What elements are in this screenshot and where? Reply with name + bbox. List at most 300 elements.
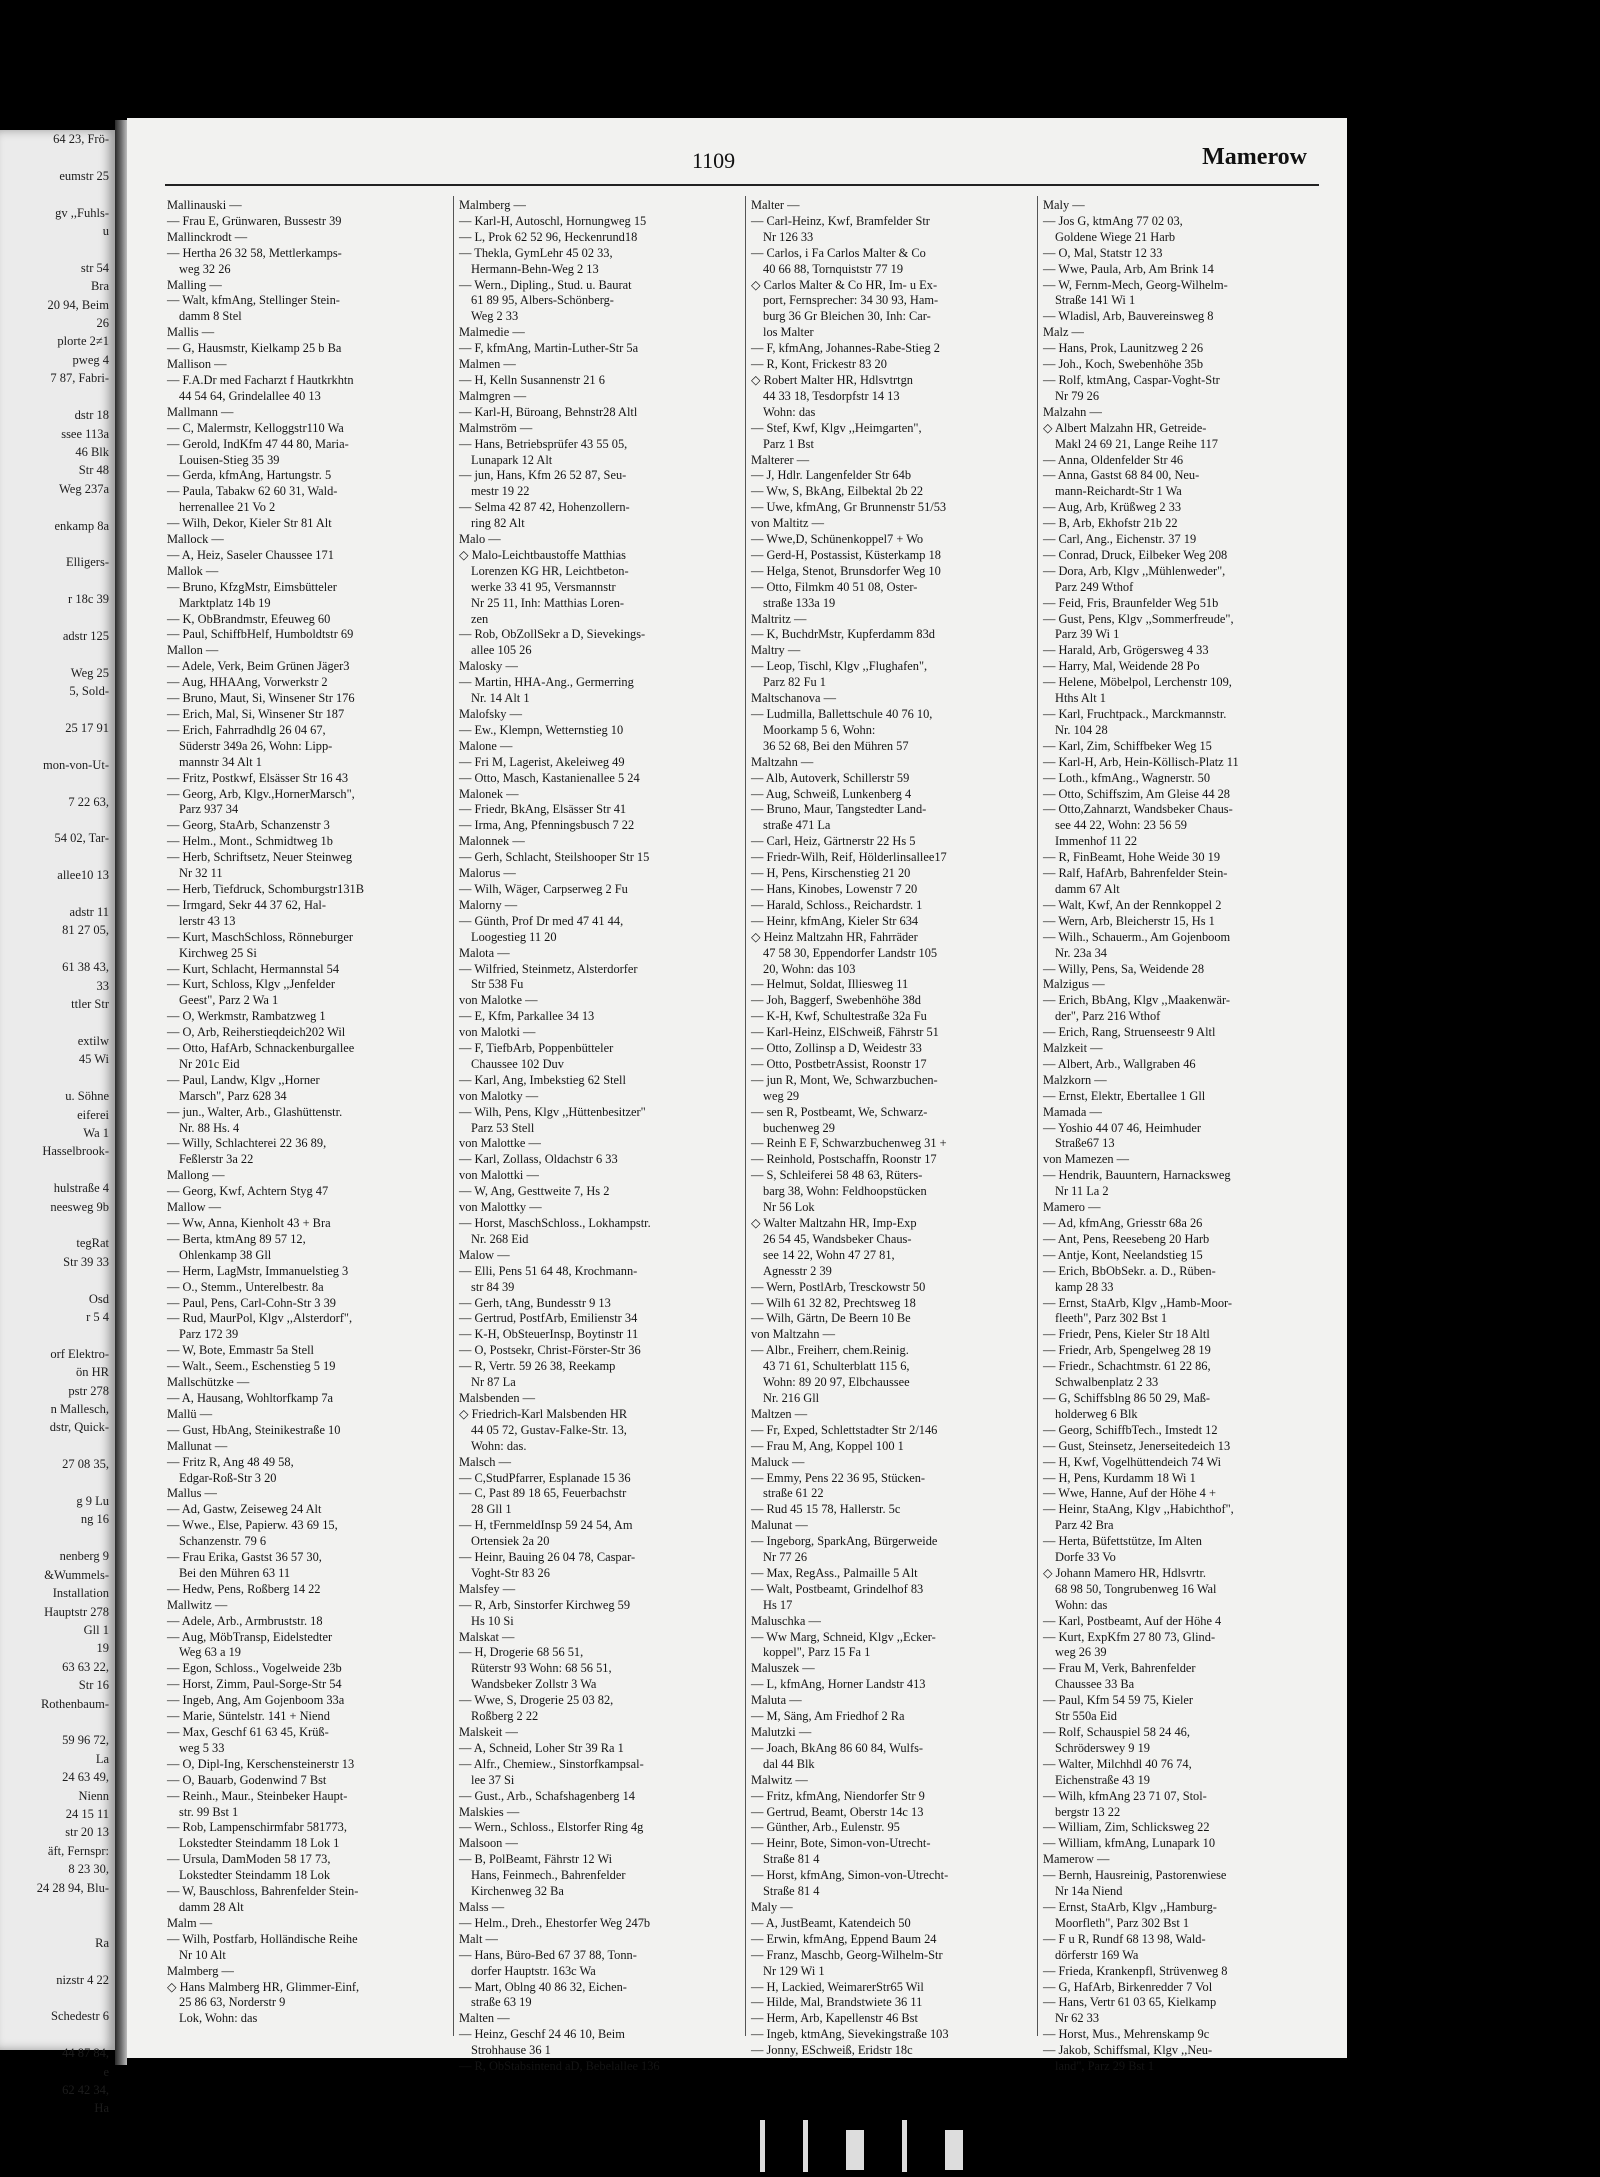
directory-entry: — Harald, Arb, Grögersweg 4 33 (1043, 643, 1209, 658)
directory-entry: — H, Pens, Kurdamm 18 Wi 1 (1043, 1470, 1196, 1485)
surname-heading: Malterer — (751, 452, 810, 467)
prev-page-line (0, 1437, 115, 1455)
directory-entry: — Helmut, Soldat, Illiesweg 11 (751, 977, 909, 992)
directory-entry: — Wilh 61 32 82, Prechtsweg 18 (751, 1295, 916, 1310)
directory-entry: — Karl, Zim, Schiffbeker Weg 15 (1043, 738, 1212, 753)
directory-entry: 44 54 64, Grindelallee 40 13 (179, 388, 321, 403)
directory-entry: — Gust, Pens, Klgv ,,Sommerfreude", (1043, 611, 1234, 626)
directory-entry: Marktplatz 14b 19 (179, 595, 271, 610)
directory-entry: — Alb, Autoverk, Schillerstr 59 (751, 770, 910, 785)
directory-entry: 44 33 18, Tesdorpfstr 14 13 (763, 388, 900, 403)
sprocket-mark (803, 2120, 808, 2172)
surname-heading: Mamerow — (1043, 1852, 1110, 1867)
directory-entry: — Joh, Baggerf, Swebenhöhe 38d (751, 993, 921, 1008)
directory-entry: Schanzenstr. 79 6 (179, 1534, 267, 1549)
surname-heading: von Malotki — (459, 1025, 536, 1040)
directory-entry: see 14 22, Wohn 47 27 81, (763, 1247, 895, 1262)
directory-entry: 43 71 61, Schulterblatt 115 6, (763, 1359, 910, 1374)
prev-page-line: Ra (95, 1935, 109, 1950)
directory-entry: werke 33 41 95, Versmannstr (471, 579, 616, 594)
prev-page-line (0, 1713, 115, 1731)
prev-page-line: 64 23, Frö- (53, 132, 109, 146)
prev-page-line: 62 42 34, (62, 2083, 109, 2098)
surname-heading: Malota — (459, 945, 510, 960)
directory-entry: — Irma, Ang, Pfenningsbusch 7 22 (459, 818, 635, 833)
directory-entry: — Georg, Kwf, Achtern Styg 47 (167, 1184, 329, 1199)
sprocket-mark (945, 2130, 963, 2170)
directory-entry: — Friedr, Arb, Spengelweg 28 19 (1043, 1343, 1211, 1358)
directory-entry: — Karl-H, Büroang, Behnstr28 Altl (459, 404, 638, 419)
prev-page-line (0, 811, 115, 829)
column-3 (751, 198, 1031, 2058)
surname-heading: Maluta — (751, 1693, 802, 1708)
directory-entry: — Paula, Tabakw 62 60 31, Wald- (167, 484, 338, 499)
directory-entry: — Heinr, Bote, Simon-von-Utrecht- (751, 1836, 931, 1851)
directory-entry: Moorkamp 5 6, Wohn: (763, 722, 876, 737)
surname-heading: Maly — (1043, 198, 1085, 212)
prev-page-line: 81 27 05, (62, 923, 109, 938)
directory-entry: Nr 14a Niend (1055, 1884, 1123, 1899)
directory-entry: damm 28 Alt (179, 1899, 244, 1914)
directory-entry: 26 54 45, Wandsbeker Chaus- (763, 1231, 912, 1246)
prev-page-line: tegRat (76, 1236, 109, 1251)
directory-entry: Straße 81 4 (763, 1852, 820, 1867)
directory-entry: — G, HafArb, Birkenredder 7 Vol (1043, 1979, 1213, 1994)
prev-page-line (0, 737, 115, 755)
prev-page-line: äft, Fernspr: (47, 1843, 109, 1858)
directory-entry: — R, FinBeamt, Hohe Weide 30 19 (1043, 850, 1221, 865)
directory-entry: herrenallee 21 Vo 2 (179, 500, 276, 515)
directory-entry: Voght-Str 83 26 (471, 1565, 550, 1580)
directory-entry: — K, ObBrandmstr, Efeuweg 60 (167, 611, 331, 626)
surname-heading: Malss — (459, 1899, 505, 1914)
directory-entry: — Horst, Mus., Mehrenskamp 9c (1043, 2027, 1210, 2042)
directory-entry: der", Parz 216 Wthof (1055, 1009, 1161, 1024)
directory-entry: — Hilde, Mal, Brandstwiete 36 11 (751, 1995, 923, 2010)
directory-entry: — C, Past 89 18 65, Feuerbachstr (459, 1486, 627, 1501)
prev-page-line: Installation (52, 1586, 109, 1601)
directory-entry: — Heinr, StaAng, Klgv ,,Habichthof", (1043, 1502, 1234, 1517)
directory-entry: 61 89 95, Albers-Schönberg- (471, 293, 614, 308)
column-divider (745, 196, 746, 2036)
directory-entry: — W, Bote, Emmastr 5a Stell (167, 1343, 314, 1358)
directory-entry: — W, Bauschloss, Bahrenfelder Stein- (167, 1884, 359, 1899)
directory-entry: mestr 19 22 (471, 484, 530, 499)
column-divider (453, 196, 454, 2036)
directory-entry: — W, Ang, Gesttweite 7, Hs 2 (459, 1184, 610, 1199)
prev-page-line: 26 (96, 316, 109, 331)
directory-entry: ring 82 Alt (471, 516, 525, 531)
directory-entry: Wandsbeker Zollstr 3 Wa (471, 1677, 597, 1692)
prev-page-line (0, 572, 115, 590)
directory-entry: — Ww, Anna, Kienholt 43 + Bra (167, 1216, 331, 1230)
directory-entry: — Otto,Zahnarzt, Wandsbeker Chaus- (1043, 802, 1233, 817)
directory-entry: straße 63 19 (471, 1995, 532, 2010)
directory-entry: Nr. 104 28 (1055, 722, 1108, 737)
directory-entry: weg 26 39 (1055, 1645, 1107, 1660)
firm-entry: ◇ Hans Malmberg HR, Glimmer-Einf, (167, 1979, 360, 1994)
directory-entry: — Jakob, Schiffsmal, Klgv ,,Neu- (1043, 2043, 1213, 2058)
directory-entry: 36 52 68, Bei den Mühren 57 (763, 738, 909, 753)
prev-page-line: 19 (96, 1641, 109, 1656)
directory-entry: — Hedw, Pens, Roßberg 14 22 (167, 1581, 321, 1596)
directory-entry: — H, Pens, Kirschenstieg 21 20 (751, 866, 911, 881)
directory-entry: Strohhause 36 1 (471, 2043, 551, 2058)
surname-heading: Mallwitz — (167, 1597, 228, 1612)
directory-entry: straße 133a 19 (763, 595, 836, 610)
directory-entry: — F u R, Rundf 68 13 98, Wald- (1043, 1931, 1206, 1946)
directory-entry: — Aug, MöbTransp, Eidelstedter (167, 1629, 333, 1644)
surname-heading: Malofsky — (459, 707, 522, 721)
directory-entry: mannstr 34 Alt 1 (179, 754, 262, 769)
prev-page-line: Ha (94, 2101, 109, 2116)
directory-entry: 40 66 88, Tornquiststr 77 19 (763, 261, 904, 276)
surname-heading: Mallschützke — (167, 1375, 250, 1390)
surname-heading: Maluck — (751, 1454, 805, 1469)
directory-entry: — L, Prok 62 52 96, Heckenrund18 (459, 229, 638, 244)
directory-entry: Feßlerstr 3a 22 (179, 1152, 254, 1167)
directory-entry: Nr 87 La (471, 1375, 516, 1390)
directory-entry: — Walt, Postbeamt, Grindelhof 83 (751, 1581, 924, 1596)
prev-page-line: e (103, 2064, 109, 2079)
directory-entry: Edgar-Roß-Str 3 20 (179, 1470, 277, 1485)
directory-entry: — Irmgard, Sekr 44 37 62, Hal- (167, 897, 326, 912)
surname-heading: Maluschka — (751, 1613, 821, 1628)
prev-page-line: Osd (88, 1291, 109, 1306)
prev-page-line: nizstr 4 22 (56, 1972, 109, 1987)
directory-entry: Parz 39 Wi 1 (1055, 627, 1120, 642)
directory-entry: — R, Kont, Frickestr 83 20 (751, 357, 887, 372)
directory-entry: Kirchenweg 32 Ba (471, 1884, 564, 1899)
prev-page-line: eumstr 25 (59, 168, 109, 183)
directory-entry: Ortensiek 2a 20 (471, 1534, 550, 1549)
prev-page-line: neesweg 9b (50, 1199, 109, 1214)
prev-page-line: adstr 11 (69, 905, 109, 920)
directory-entry: — K-H, Kwf, Schultestraße 32a Fu (751, 1009, 927, 1024)
directory-entry: Lokstedter Steindamm 18 Lok (179, 1868, 331, 1883)
directory-entry: — O, Dipl-Ing, Kerschensteinerstr 13 (167, 1756, 355, 1771)
prev-page-line: Gll 1 (83, 1622, 109, 1637)
column-4 (1043, 198, 1323, 2074)
surname-heading: Malonek — (459, 786, 519, 801)
directory-entry: — Heinr, Bauing 26 04 78, Caspar- (459, 1550, 636, 1565)
directory-entry: — Adele, Arb., Armbruststr. 18 (167, 1613, 323, 1628)
directory-entry: — Heinr, kfmAng, Kieler Str 634 (751, 913, 919, 928)
directory-entry: — Aug, HHAAng, Vorwerkstr 2 (167, 675, 328, 690)
directory-entry: — C,StudPfarrer, Esplanade 15 36 (459, 1470, 631, 1485)
surname-heading: Maltry — (751, 643, 801, 658)
prev-page-line: 59 96 72, (62, 1733, 109, 1748)
prev-page-line: Str 16 (78, 1678, 109, 1693)
directory-entry: bergstr 13 22 (1055, 1804, 1121, 1819)
directory-entry: Hermann-Behn-Weg 2 13 (471, 261, 599, 276)
directory-entry: — Karl-H, Arb, Hein-Köllisch-Platz 11 (1043, 754, 1239, 769)
directory-entry: Weg 63 a 19 (179, 1645, 241, 1660)
prev-page-line: 25 17 91 (65, 721, 109, 735)
directory-entry: — Bernh, Hausreinig, Pastorenwiese (1043, 1868, 1227, 1883)
directory-entry: fleeth", Parz 302 Bst 1 (1055, 1311, 1168, 1326)
directory-entry: — Friedr, BkAng, Elsässer Str 41 (459, 802, 627, 817)
directory-entry: — Friedr, Pens, Kieler Str 18 Altl (1043, 1327, 1210, 1342)
prev-page-line: 61 38 43, (62, 960, 109, 975)
directory-entry: — A, Schneid, Loher Str 39 Ra 1 (459, 1740, 624, 1755)
directory-entry: — H, tFernmeldInsp 59 24 54, Am (459, 1518, 633, 1533)
directory-entry: — Wwe, Hanne, Auf der Höhe 4 + (1043, 1486, 1216, 1501)
directory-entry: — Emmy, Pens 22 36 95, Stücken- (751, 1470, 926, 1485)
directory-entry: Nr 201c Eid (179, 1056, 240, 1071)
directory-entry: — Frau E, Grünwaren, Bussestr 39 (167, 213, 342, 228)
directory-entry: — R, Arb, Sinstorfer Kirchweg 59 (459, 1597, 631, 1612)
surname-heading: Malmen — (459, 357, 516, 372)
directory-entry: — F, kfmAng, Johannes-Rabe-Stieg 2 (751, 341, 940, 356)
surname-heading: Malt — (459, 1931, 498, 1946)
prev-page-line (0, 1069, 115, 1087)
directory-entry: — Wwe, Paula, Arb, Am Brink 14 (1043, 261, 1214, 276)
directory-entry: — Otto, Filmkm 40 51 08, Oster- (751, 579, 918, 594)
directory-entry: — Loth., kfmAng., Wagnerstr. 50 (1043, 770, 1211, 785)
directory-entry: — Ralf, HafArb, Bahrenfelder Stein- (1043, 866, 1228, 881)
prev-page-line: 24 28 94, Blu- (36, 1880, 109, 1895)
prev-page-line: g 9 Lu (76, 1494, 109, 1509)
directory-entry: — Wilh, kfmAng 23 71 07, Stol- (1043, 1788, 1207, 1803)
surname-heading: Malmberg — (167, 1963, 234, 1978)
directory-entry: Wohn: das (763, 404, 816, 419)
directory-entry: — Herb, Tiefdruck, Schomburgstr131B (167, 881, 364, 896)
directory-entry: — Dora, Arb, Klgv ,,Mühlenweder", (1043, 563, 1226, 578)
surname-heading: Maltschanova — (751, 691, 836, 706)
directory-entry: — Frau M, Ang, Koppel 100 1 (751, 1438, 904, 1453)
directory-entry: — Rob, ObZollSekr a D, Sievekings- (459, 627, 646, 642)
prev-page-line (0, 1952, 115, 1970)
directory-entry: — B, Arb, Ekhofstr 21b 22 (1043, 516, 1178, 531)
directory-entry: los Malter (763, 325, 814, 340)
directory-entry: — Otto, HafArb, Schnackenburgallee (167, 1041, 355, 1056)
directory-entry: — E, Kfm, Parkallee 34 13 (459, 1009, 595, 1024)
directory-entry: — Erich, Fahrradhdlg 26 04 67, (167, 722, 326, 737)
prev-page-line: plorte 2≠1 (57, 334, 109, 349)
directory-entry: Parz 937 34 (179, 802, 239, 817)
directory-entry: — Kurt, ExpKfm 27 80 73, Glind- (1043, 1629, 1216, 1644)
directory-entry: Lorenzen KG HR, Leichtbeton- (471, 563, 629, 578)
surname-heading: Malter — (751, 198, 800, 212)
directory-entry: — Willy, Pens, Sa, Weidende 28 (1043, 961, 1205, 976)
directory-entry: Makl 24 69 21, Lange Reihe 117 (1055, 436, 1218, 451)
prev-page-line: 7 22 63, (68, 794, 109, 809)
directory-entry: — Fritz, Postkwf, Elsässer Str 16 43 (167, 770, 349, 785)
directory-entry: — Georg, StaArb, Schanzenstr 3 (167, 818, 330, 833)
directory-entry: Bei den Mühren 63 11 (179, 1565, 291, 1580)
directory-entry: — O, Bauarb, Godenwind 7 Bst (167, 1772, 327, 1787)
directory-entry: Wohn: das (1055, 1597, 1108, 1612)
prev-page-line: 46 Blk (75, 444, 109, 459)
directory-entry: — Paul, Kfm 54 59 75, Kieler (1043, 1693, 1194, 1708)
directory-entry: — Wilfried, Steinmetz, Alsterdorfer (459, 961, 638, 976)
directory-entry: 20, Wohn: das 103 (763, 961, 856, 976)
directory-entry: — Hertha 26 32 58, Mettlerkamps- (167, 245, 342, 260)
directory-entry: — Erich, BbAng, Klgv ,,Maakenwär- (1043, 993, 1230, 1008)
prev-page-line (0, 848, 115, 866)
prev-page-line: 45 Wi (78, 1052, 109, 1067)
directory-entry: — Gerold, IndKfm 47 44 80, Maria- (167, 436, 349, 451)
prev-page-line (0, 645, 115, 663)
directory-entry: — Frieda, Krankenpfl, Strüvenweg 8 (1043, 1963, 1228, 1978)
directory-entry: — Anna, Gastst 68 84 00, Neu- (1043, 468, 1200, 483)
prev-page-line: 27 08 35, (62, 1457, 109, 1472)
directory-entry: Hths Alt 1 (1055, 691, 1106, 706)
directory-entry: — Friedr-Wilh, Reif, Hölderlinsallee17 (751, 850, 947, 865)
surname-heading: Mallock — (167, 532, 224, 547)
directory-entry: — J, Hdlr. Langenfelder Str 64b (751, 468, 912, 483)
prev-page-line: orf Elektro- (50, 1346, 109, 1361)
directory-entry: — Gerda, kfmAng, Hartungstr. 5 (167, 468, 332, 483)
prev-page-line: 20 94, Beim (47, 297, 109, 312)
directory-entry: — Ludmilla, Ballettschule 40 76 10, (751, 707, 933, 721)
page-number: 1109 (692, 148, 736, 173)
directory-entry: — Rud 45 15 78, Hallerstr. 5c (751, 1502, 901, 1517)
directory-entry: Chaussee 33 Ba (1055, 1677, 1135, 1692)
directory-entry: — Karl, Fruchtpack., Marckmannstr. (1043, 707, 1227, 721)
directory-entry: — Friedr., Schachtmstr. 61 22 86, (1043, 1359, 1211, 1374)
directory-entry: — Georg, Arb, Klgv.,HornerMarsch", (167, 786, 355, 801)
directory-entry: Goldene Wiege 21 Harb (1055, 229, 1176, 244)
directory-entry: — O, Postsekr, Christ-Förster-Str 36 (459, 1343, 641, 1358)
directory-entry: — O, Arb, Reiherstieqdeich202 Wil (167, 1025, 346, 1040)
prev-page-line (0, 1897, 115, 1915)
sprocket-mark (902, 2120, 907, 2172)
surname-heading: Maltzen — (751, 1406, 808, 1421)
prev-page-line: Weg 25 (70, 665, 109, 680)
directory-entry: — Yoshio 44 07 46, Heimhuder (1043, 1120, 1201, 1135)
directory-entry: — Harry, Mal, Weidende 28 Po (1043, 659, 1200, 674)
directory-entry: — Reinhold, Postschaffn, Roonstr 17 (751, 1152, 937, 1167)
prev-page-line (0, 2026, 115, 2044)
surname-heading: Malo — (459, 532, 501, 547)
directory-entry: — O, Mal, Statstr 12 33 (1043, 245, 1163, 260)
directory-entry: — Wwe,D, Schünenkoppel7 + Wo (751, 532, 924, 547)
surname-heading: Mallong — (167, 1168, 225, 1183)
surname-heading: Malm — (167, 1915, 213, 1930)
directory-entry: barg 38, Wohn: Feldhoopstücken (763, 1184, 927, 1199)
directory-entry: — Wern, PostlArb, Tresckowstr 50 (751, 1279, 926, 1294)
directory-entry: — Carl, Ang., Eichenstr. 37 19 (1043, 532, 1197, 547)
prev-page-line: Str 48 (78, 463, 109, 478)
directory-entry: — Marie, Süntelstr. 141 + Niend (167, 1709, 330, 1724)
directory-entry: — A, Heiz, Saseler Chaussee 171 (167, 547, 334, 562)
directory-entry: Parz 53 Stell (471, 1120, 535, 1135)
directory-entry: — Horst, MaschSchloss., Lokhampstr. (459, 1216, 651, 1230)
directory-entry: — Walt., Seem., Eschenstieg 5 19 (167, 1359, 336, 1374)
surname-heading: von Malotke — (459, 993, 538, 1008)
directory-entry: — Wwe, S, Drogerie 25 03 82, (459, 1693, 614, 1708)
prev-page-line: Rothenbaum- (40, 1696, 109, 1711)
directory-entry: str 84 39 (471, 1279, 515, 1294)
prev-page-line: 63 63 22, (62, 1659, 109, 1674)
prev-page-line: pstr 278 (68, 1383, 109, 1398)
directory-entry: — Ww, S, BkAng, Eilbektal 2b 22 (751, 484, 924, 499)
directory-entry: holderweg 6 Blk (1055, 1406, 1138, 1421)
directory-entry: — Rob, Lampenschirmfabr 581773, (167, 1820, 347, 1835)
directory-entry: — Otto, Zollinsp a D, Weidestr 33 (751, 1041, 922, 1056)
directory-entry: — Bruno, Maur, Tangstedter Land- (751, 802, 927, 817)
directory-entry: Hs 17 (763, 1597, 793, 1612)
directory-entry: dörferstr 169 Wa (1055, 1947, 1139, 1962)
directory-entry: — Harald, Schloss., Reichardstr. 1 (751, 897, 923, 912)
prev-page-line: 44 87 84, (62, 2046, 109, 2061)
directory-entry: — Otto, Masch, Kastanienallee 5 24 (459, 770, 640, 785)
directory-entry: — H, Kelln Susannenstr 21 6 (459, 372, 605, 387)
prev-page-line: Wa 1 (83, 1125, 109, 1140)
prev-page-line: dstr 18 (74, 408, 109, 423)
firm-entry: ◇ Friedrich-Karl Malsbenden HR (459, 1406, 628, 1421)
surname-heading: Malling — (167, 277, 222, 292)
directory-entry: — Joh., Koch, Swebenhöhe 35b (1043, 357, 1204, 372)
surname-heading: Malmström — (459, 420, 533, 435)
prev-page-line (0, 1161, 115, 1179)
column-divider (1037, 196, 1038, 2036)
surname-heading: von Mamezen — (1043, 1152, 1130, 1167)
directory-entry: — Horst, Zimm, Paul-Sorge-Str 54 (167, 1677, 342, 1692)
directory-entry: — Frau Erika, Gastst 36 57 30, (167, 1550, 322, 1565)
directory-entry: — Ernst, StaArb, Klgv ,,Hamburg- (1043, 1899, 1217, 1914)
directory-entry: Nr 11 La 2 (1055, 1184, 1109, 1199)
directory-entry: — Aug, Arb, Krüßweg 2 33 (1043, 500, 1182, 515)
directory-entry: — Carl-Heinz, Kwf, Bramfelder Str (751, 213, 930, 228)
directory-entry: Agnesstr 2 39 (763, 1263, 832, 1278)
directory-entry: — Helm., Mont., Schmidtweg 1b (167, 834, 333, 849)
directory-entry: Str 538 Fu (471, 977, 524, 992)
directory-entry: Marsch", Parz 628 34 (179, 1088, 287, 1103)
prev-page-line: n Mallesch, (50, 1402, 109, 1417)
directory-entry: dal 44 Blk (763, 1756, 815, 1771)
prev-page-line: 54 02, Tar- (54, 831, 109, 846)
directory-entry: allee 105 26 (471, 643, 532, 658)
directory-entry: — sen R, Postbeamt, We, Schwarz- (751, 1104, 928, 1119)
prev-page-line (0, 940, 115, 958)
prev-page-line (0, 774, 115, 792)
surname-heading: Malzkorn — (1043, 1072, 1107, 1087)
surname-heading: Maltritz — (751, 611, 807, 626)
prev-page-line (0, 185, 115, 203)
surname-heading: von Malottke — (459, 1136, 541, 1151)
directory-entry: Nr 77 26 (763, 1550, 808, 1565)
header-rule (165, 184, 1319, 186)
directory-entry: — Paul, Pens, Carl-Cohn-Str 3 39 (167, 1295, 336, 1310)
prev-page-line (0, 1915, 115, 1933)
directory-entry: — R, Vertr. 59 26 38, Reekamp (459, 1359, 616, 1374)
directory-entry: — Gertrud, PostfArb, Emilienstr 34 (459, 1311, 638, 1326)
directory-entry: Dorfe 33 Vo (1055, 1550, 1116, 1565)
directory-entry: — Gust, HbAng, Steinikestraße 10 (167, 1422, 341, 1437)
directory-entry: Nr 10 Alt (179, 1947, 226, 1962)
surname-heading: Malutzki — (751, 1725, 812, 1739)
firm-entry: ◇ Malo-Leichtbaustoffe Matthias (459, 547, 626, 562)
prev-page-line: r 18c 39 (68, 592, 109, 607)
directory-entry: — Hans, Prok, Launitzweg 2 26 (1043, 341, 1204, 356)
directory-entry: — Thekla, GymLehr 45 02 33, (459, 245, 613, 260)
directory-entry: — Horst, kfmAng, Simon-von-Utrecht- (751, 1868, 949, 1883)
directory-entry: — Hans, Kinobes, Lowenstr 7 20 (751, 881, 918, 896)
directory-entry: — Stef, Kwf, Klgv ,,Heimgarten", (751, 420, 922, 435)
directory-entry: 28 Gll 1 (471, 1502, 512, 1517)
directory-entry: Nr 62 33 (1055, 2011, 1100, 2026)
surname-heading: Malzahn — (1043, 404, 1102, 419)
directory-entry: — Helene, Möbelpol, Lerchenstr 109, (1043, 675, 1232, 690)
directory-entry: Parz 82 Fu 1 (763, 675, 826, 690)
prev-page-line: Hauptstr 278 (44, 1604, 109, 1619)
directory-entry: — Ww Marg, Schneid, Klgv ,,Ecker- (751, 1629, 936, 1644)
prev-page-line: mon-von-Ut- (43, 757, 109, 772)
directory-entry: Straße 141 Wi 1 (1055, 293, 1136, 308)
